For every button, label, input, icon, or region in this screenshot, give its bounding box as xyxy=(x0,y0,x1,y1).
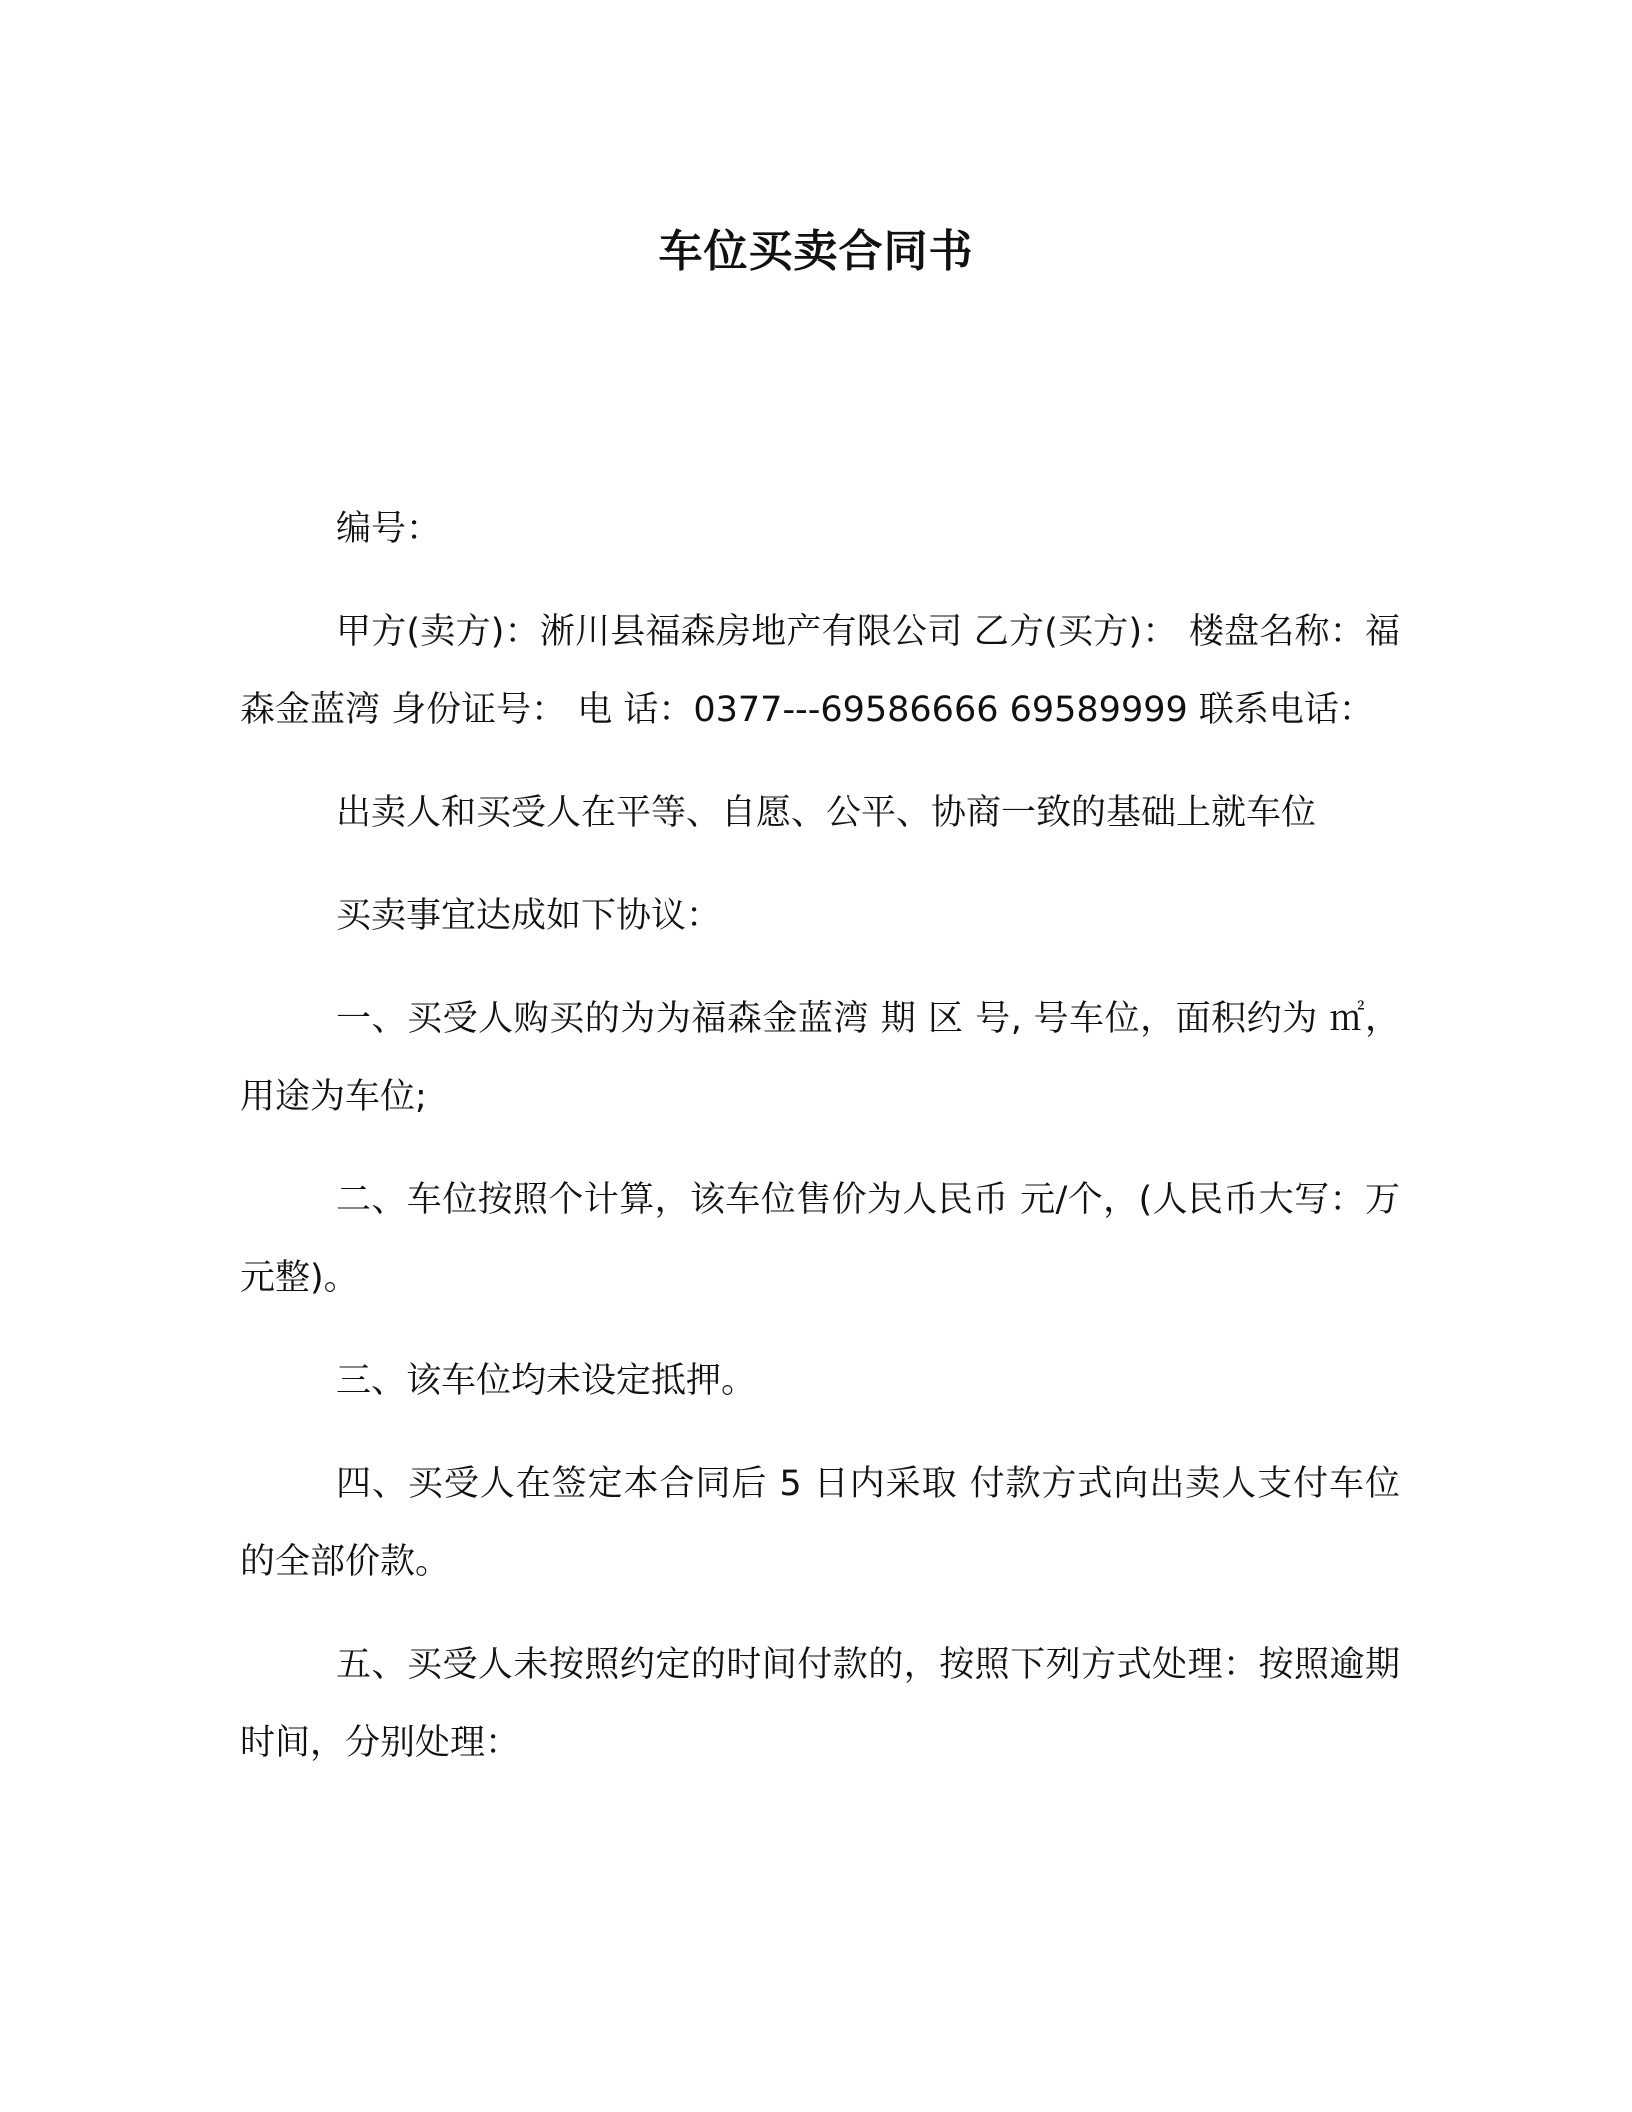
preamble-line-2: 买卖事宜达成如下协议： xyxy=(336,896,722,936)
clause-1: 一、买受人购买的为为福森金蓝湾 期 区 号, 号车位，面积约为 ㎡，用途为车位; xyxy=(240,999,1400,1117)
clause-3: 三、该车位均未设定抵押。 xyxy=(336,1361,757,1401)
document-title: 车位买卖合同书 xyxy=(658,226,974,277)
parties-paragraph: 甲方(卖方)：淅川县福森房地产有限公司 乙方(买方)： 楼盘名称：福森金蓝湾 身份证号： 电 话：0377---69586666 69589999 联系电话： xyxy=(240,612,1400,730)
document-body xyxy=(240,490,1400,1807)
contract-number-line: 编号： xyxy=(336,509,442,549)
clause-5: 五、买受人未按照约定的时间付款的，按照下列方式处理：按照逾期时间，分别处理： xyxy=(240,1645,1400,1763)
clause-2: 二、车位按照个计算，该车位售价为人民币 元/个，(人民币大写：万元整)。 xyxy=(240,1180,1400,1298)
clause-4: 四、买受人在签定本合同后 5 日内采取 付款方式向出卖人支付车位的全部价款。 xyxy=(240,1464,1400,1582)
preamble-line-1: 出卖人和买受人在平等、自愿、公平、协商一致的基础上就车位 xyxy=(336,793,1317,833)
